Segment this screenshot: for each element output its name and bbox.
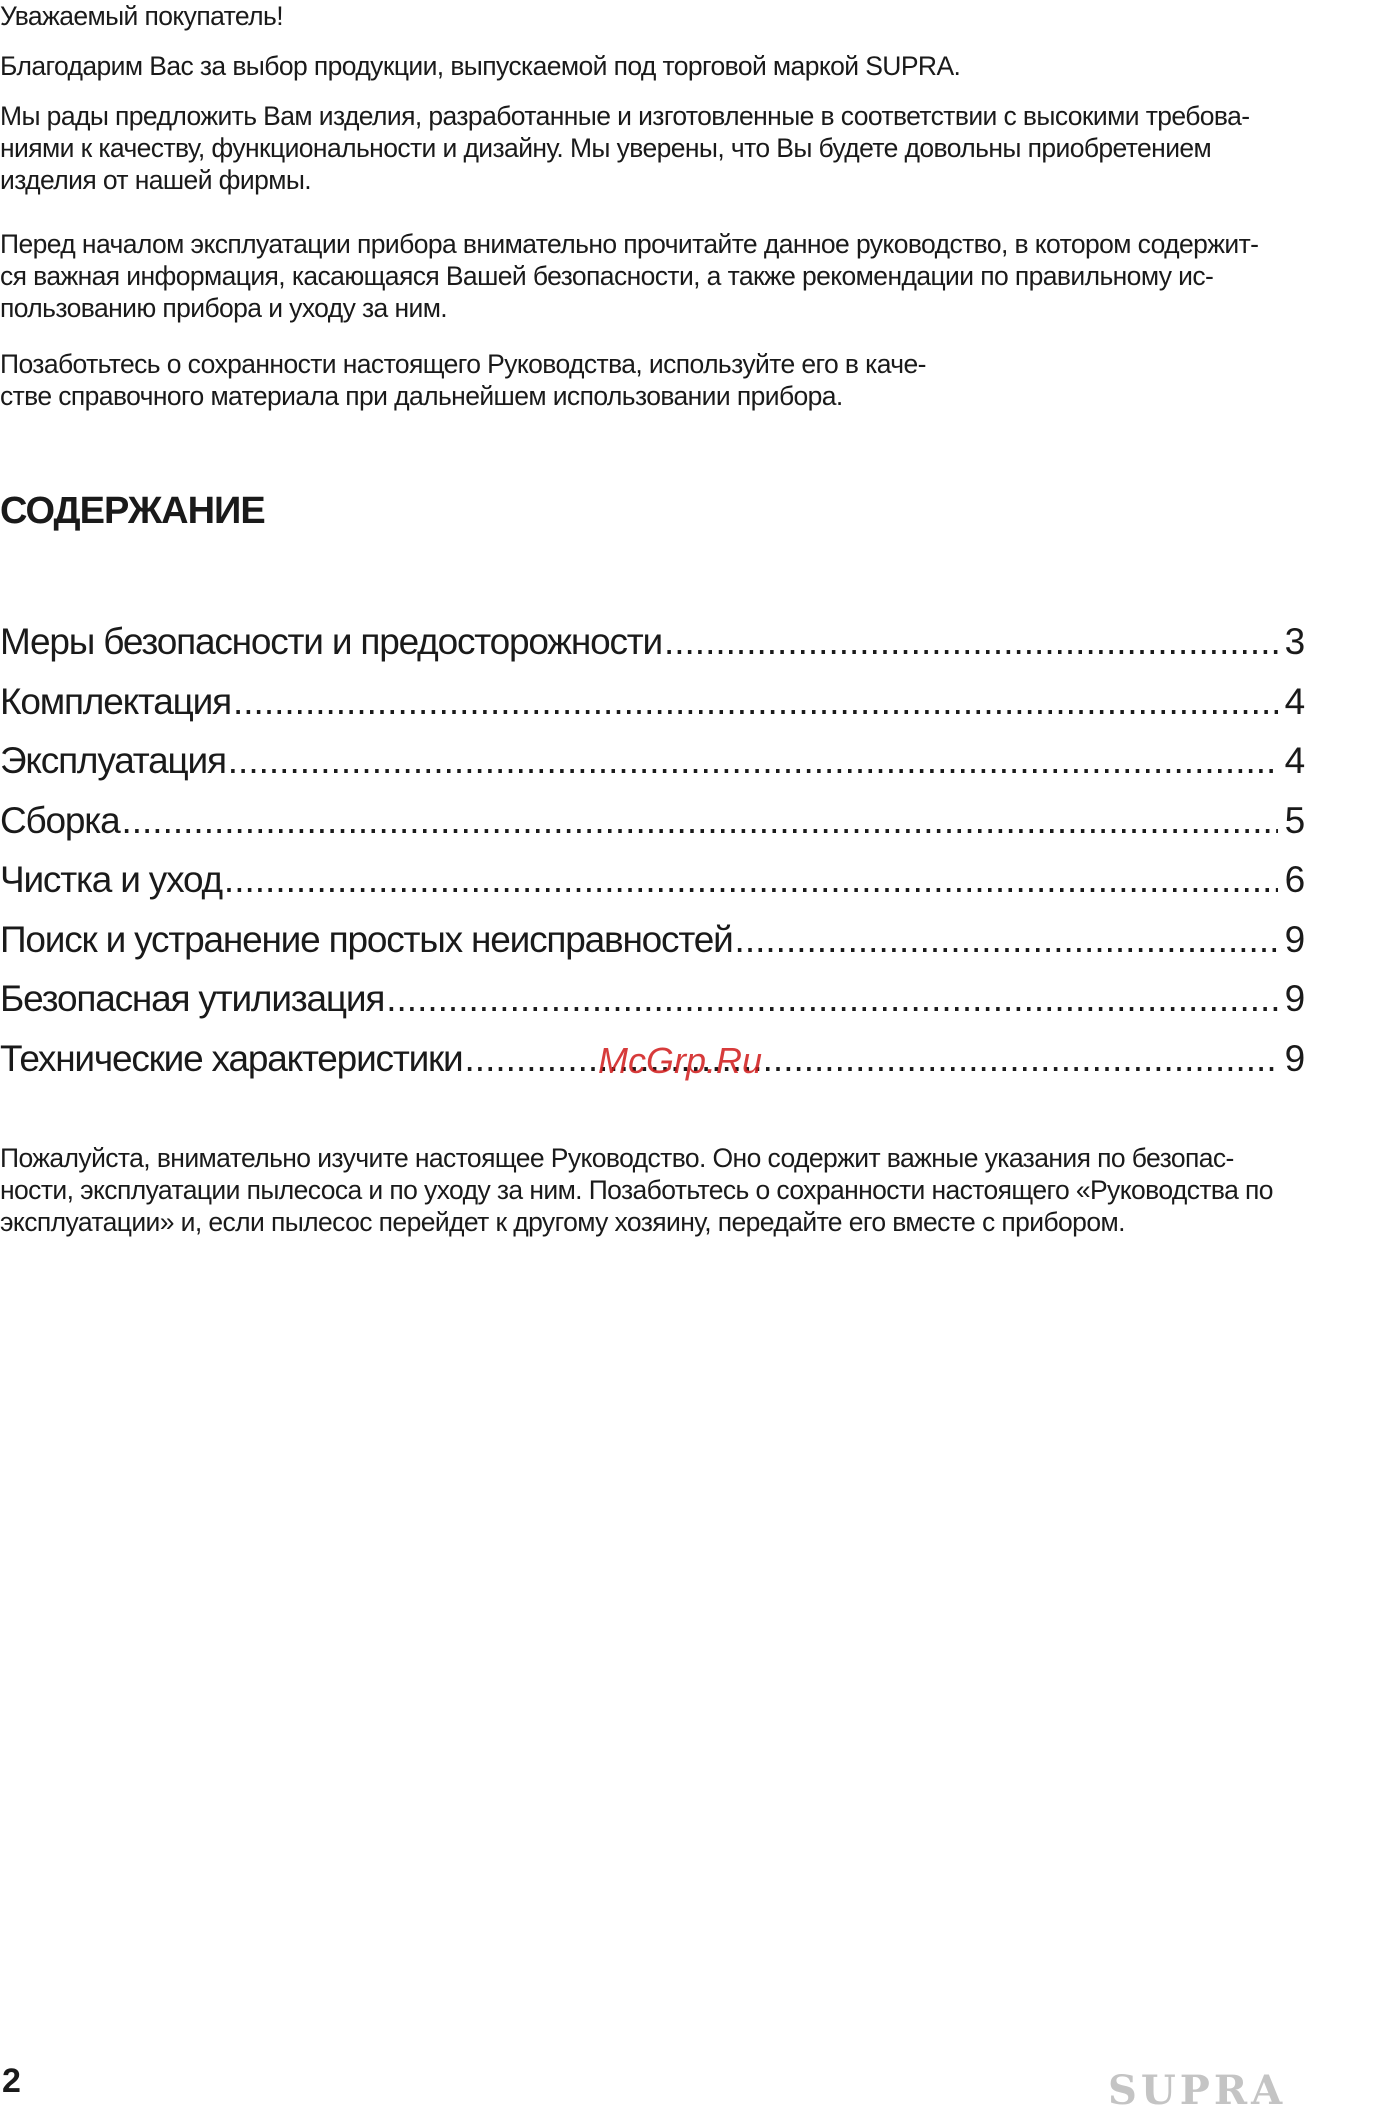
- toc-item[interactable]: [0, 850, 1304, 910]
- watermark-text: McGrp.Ru: [598, 1040, 763, 1081]
- page-number: 2: [2, 2062, 21, 2100]
- toc-leader-dots: [121, 791, 1278, 851]
- toc-item[interactable]: [0, 612, 1304, 672]
- toc-item-page: 9: [1284, 978, 1304, 1019]
- toc-item[interactable]: [0, 731, 1304, 791]
- toc-item-title: Технические характеристики: [0, 1037, 463, 1079]
- toc-item-page: 6: [1284, 859, 1304, 900]
- toc-item-title: Сборка: [0, 799, 120, 841]
- toc-item-page: 9: [1284, 1037, 1304, 1079]
- quality-paragraph: Мы рады предложить Вам изделия, разработанные и изготовленные в соответствии с высокими требова- ниями к качеству, функциональности и дизайну. Мы уверены, что Вы будете довольны приобретением изделия от нашей фирмы.: [0, 101, 1250, 195]
- toc-item-page: 4: [1284, 680, 1304, 722]
- keep-manual-paragraph: Позаботьтесь о сохранности настоящего Руководства, используйте его в каче- стве справочного материала при дальнейшем использовании прибора.: [0, 349, 926, 411]
- toc-item-page: 3: [1284, 621, 1304, 662]
- toc-item[interactable]: [0, 969, 1304, 1029]
- table-of-contents: [0, 612, 1304, 1088]
- notice-paragraph: Пожалуйста, внимательно изучите настоящее Руководство. Оно содержит важные указания по безопас- ности, эксплуатации пылесоса и по уходу за ним. Позаботьтесь о сохранности настоящего «Руководства по эксплуатации» и, если пылесос перейдет к другому хозяину, передайте его вместе с прибором.: [0, 1143, 1273, 1237]
- contents-heading: СОДЕРЖАНИЕ: [0, 490, 265, 532]
- toc-item-title: Чистка и уход: [0, 859, 222, 900]
- greeting: Уважаемый покупатель!: [0, 1, 283, 31]
- brand-logo: SUPRA: [1108, 2067, 1287, 2114]
- toc-item-title: Поиск и устранение простых неисправностей: [0, 918, 733, 960]
- read-manual-paragraph: Перед началом эксплуатации прибора внимательно прочитайте данное руководство, в котором содержит- ся важная информация, касающаяся Вашей безопасности, а также рекомендации по правильному ис- пользованию прибора и уходу за ним.: [0, 229, 1259, 323]
- toc-leader-dots: [735, 910, 1278, 970]
- toc-item[interactable]: [0, 910, 1304, 970]
- toc-item-title: Меры безопасности и предосторожности: [0, 621, 662, 662]
- toc-item-title: Безопасная утилизация: [0, 978, 385, 1019]
- toc-leader-dots: [224, 850, 1278, 910]
- toc-item-title: Комплектация: [0, 680, 231, 722]
- toc-item[interactable]: [0, 672, 1304, 732]
- toc-item-page: 5: [1284, 799, 1304, 841]
- toc-item-page: 9: [1284, 918, 1304, 960]
- toc-leader-dots: [233, 672, 1278, 732]
- toc-leader-dots: [465, 1029, 1278, 1089]
- toc-leader-dots: [386, 969, 1278, 1029]
- toc-item-title: Эксплуатация: [0, 740, 226, 781]
- toc-item-page: 4: [1284, 740, 1304, 781]
- toc-leader-dots: [664, 612, 1278, 672]
- toc-item[interactable]: [0, 791, 1304, 851]
- toc-leader-dots: [228, 731, 1278, 791]
- thanks-paragraph: Благодарим Вас за выбор продукции, выпускаемой под торговой маркой SUPRA.: [0, 51, 961, 81]
